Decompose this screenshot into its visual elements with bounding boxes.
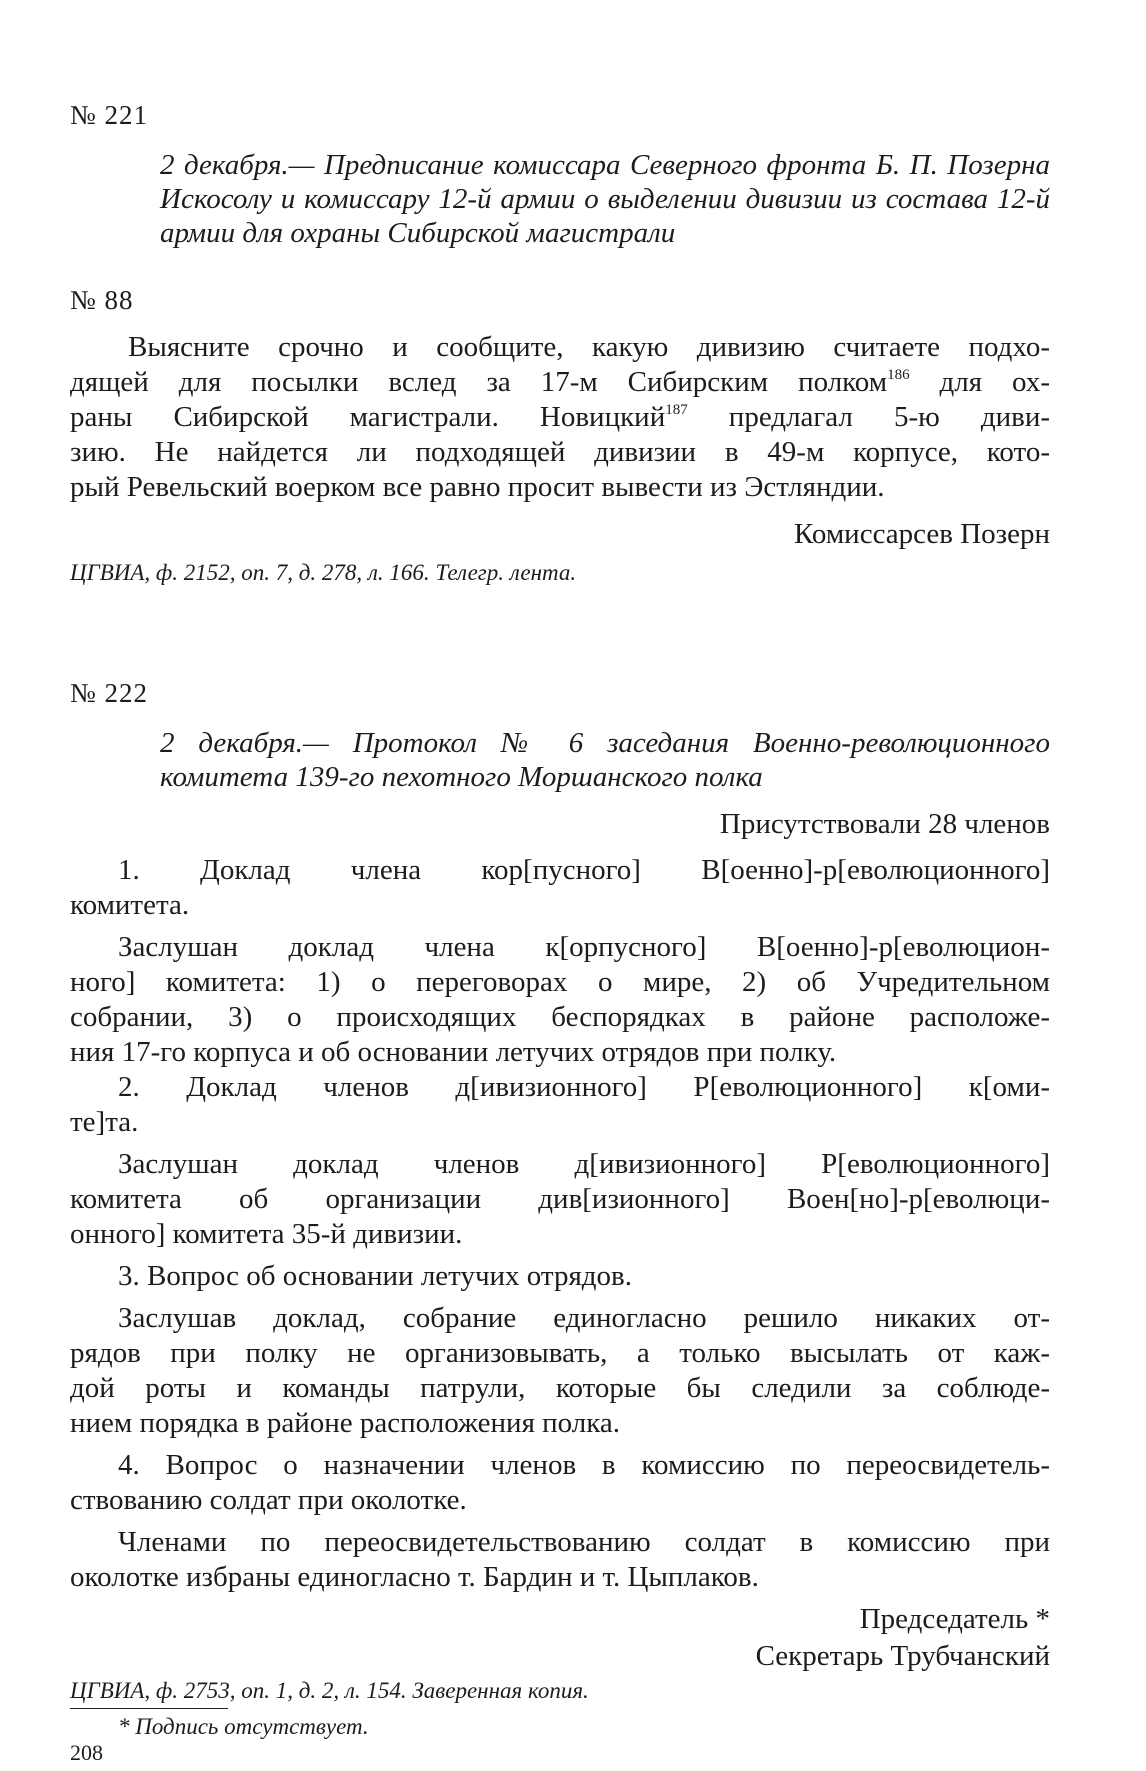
doc-221-heading: 2 декабря.— Предписание комиссара Северного фронта Б. П. Позерна Искосолу и комиссару 12-й армии о выделении дивизии из состава 12-й армии для охраны Сибирской магистрали [160, 149, 1050, 249]
doc-221-line-3 [70, 400, 1050, 434]
protocol-line: рядов при полку не организовывать, а только высылать от каж- [70, 1337, 1050, 1369]
protocol-line: те]та. [70, 1106, 139, 1138]
protocol-line: 1. Доклад члена кор[пусного] В[оенно]-р[еволюционного] [118, 854, 1050, 886]
doc-221-line-4: зию. Не найдется ли подходящей дивизии в 49-м корпусе, кото- [70, 436, 1050, 468]
protocol-line: ствованию солдат при околотке. [70, 1484, 467, 1516]
protocol-line: онного] комитета 35-й дивизии. [70, 1218, 463, 1250]
protocol-line: Заслушав доклад, собрание единогласно решило никаких от- [118, 1302, 1050, 1334]
doc-221-line-3a: раны Сибирской магистрали. Новицкий [70, 401, 666, 433]
doc-222-source: ЦГВИА, ф. 2753, оп. 1, д. 2, л. 154. Заверенная копия. [70, 1678, 589, 1703]
protocol-line: ного] комитета: 1) о переговорах о мире, 2) об Учредительном [70, 966, 1050, 998]
doc-221-source: ЦГВИА, ф. 2152, оп. 7, д. 278, л. 166. Телегр. лента. [70, 560, 577, 585]
protocol-line: 3. Вопрос об основании летучих отрядов. [118, 1260, 632, 1292]
footnote-ref-186: 186 [887, 367, 910, 383]
protocol-line: собрании, 3) о происходящих беспорядках в районе расположе- [70, 1001, 1050, 1033]
secretary-signature: Секретарь Трубчанский [755, 1640, 1050, 1672]
doc-221-line-3b: предлагал 5-ю диви- [687, 401, 1050, 433]
page-number: 208 [70, 1740, 103, 1765]
doc-221-line-2a: дящей для посылки вслед за 17-м Сибирским полком [70, 366, 888, 398]
doc-222-heading: 2 декабря.— Протокол № 6 заседания Военно-революционного комитета 139-го пехотного Моршанского полка [160, 727, 1050, 793]
protocol-line: околотке избраны единогласно т. Бардин и т. Цыплаков. [70, 1561, 759, 1593]
protocol-line: ния 17-го корпуса и об основании летучих отрядов при полку. [70, 1036, 837, 1068]
footnote: * Подпись отсутствует. [118, 1714, 369, 1739]
doc-221-number: № 221 [70, 100, 149, 130]
protocol-line: нием порядка в районе расположения полка. [70, 1407, 621, 1439]
footnote-ref-187: 187 [665, 402, 688, 418]
doc-221-line-2 [70, 365, 1050, 399]
footnote-divider [70, 1708, 228, 1709]
protocol-line: Заслушан доклад членов д[ивизионного] Р[еволюционного] [118, 1148, 1050, 1180]
protocol-line: 2. Доклад членов д[ивизионного] Р[еволюционного] к[оми- [118, 1071, 1050, 1103]
protocol-line: Членами по переосвидетельствованию солдат в комиссию при [118, 1526, 1050, 1558]
protocol-line: комитета об организации див[изионного] Воен[но]-р[еволюци- [70, 1183, 1050, 1215]
protocol-line: Заслушан доклад члена к[орпусного] В[оенно]-р[еволюцион- [118, 931, 1050, 963]
protocol-line: дой роты и команды патрули, которые бы следили за соблюде- [70, 1372, 1050, 1404]
doc-222-present: Присутствовали 28 членов [719, 808, 1050, 840]
doc-222-number: № 222 [70, 678, 149, 708]
telegram-number: № 88 [70, 285, 134, 315]
doc-221-line-1: Выясните срочно и сообщите, какую дивизию считаете подхо- [128, 331, 1050, 363]
protocol-line: комитета. [70, 889, 190, 921]
doc-221-line-5: рый Ревельский воерком все равно просит вывести из Эстляндии. [70, 471, 885, 503]
doc-221-line-2b: для ох- [909, 366, 1050, 398]
doc-221-signature: Комиссарсев Позерн [793, 518, 1050, 550]
protocol-line: 4. Вопрос о назначении членов в комиссию по переосвидетель- [118, 1449, 1050, 1481]
chairman-signature: Председатель * [859, 1603, 1050, 1635]
